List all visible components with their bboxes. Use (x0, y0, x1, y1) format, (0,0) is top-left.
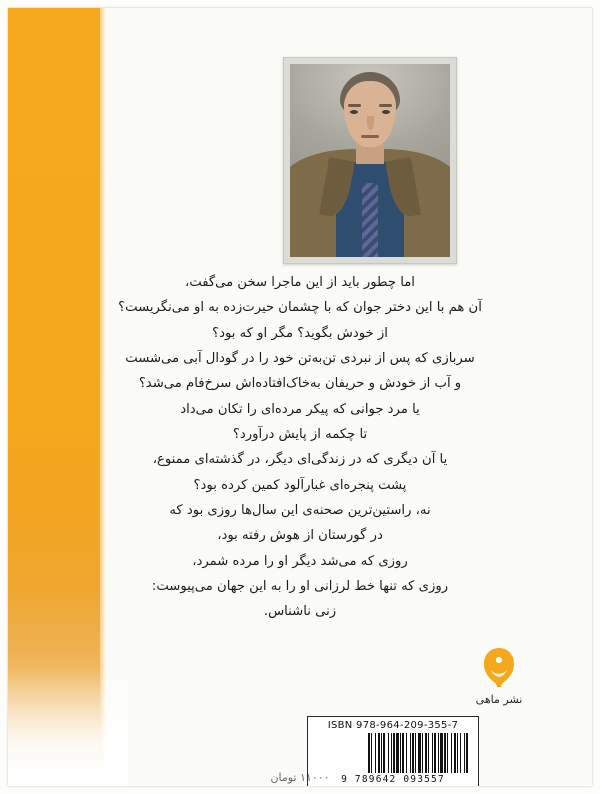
barcode-bar (457, 733, 458, 773)
barcode-bar (432, 733, 433, 773)
barcode-bar (367, 733, 368, 773)
publisher-mark (463, 646, 535, 706)
barcode-bar (421, 733, 422, 773)
barcode-bar (389, 733, 391, 773)
blurb-line: روزی که تنها خط لرزانی او را به این جهان می‌پیوست: (151, 579, 449, 595)
barcode-bar (433, 733, 434, 773)
price-line: ۱۱۰۰۰ تومان (270, 771, 330, 784)
blurb-line: پشت پنجره‌ای غبارآلود کمین کرده بود؟ (193, 477, 407, 493)
barcode-bar (464, 733, 465, 773)
blurb-line: تا چکمه از پایش درآورد؟ (232, 427, 368, 443)
barcode-bar (451, 733, 452, 773)
barcode-bar (425, 733, 427, 773)
barcode-bar (381, 733, 382, 773)
back-cover-blurb (116, 270, 484, 625)
barcode-bar (402, 733, 404, 773)
portrait-eye-left (350, 110, 358, 114)
barcode-bar (452, 733, 454, 773)
barcode-bar (448, 733, 451, 773)
cover-artwork (8, 8, 592, 786)
barcode-bar (382, 733, 383, 773)
barcode-bar (458, 733, 460, 773)
author-portrait-frame (283, 57, 457, 264)
publisher-name: نشر ماهی (475, 693, 523, 706)
barcode-bar (371, 733, 372, 773)
portrait-mouth (361, 135, 379, 138)
ean-digits: 9 789642 093557 (341, 774, 445, 785)
barcode-bar (414, 733, 415, 773)
barcode-bar (385, 733, 388, 773)
barcode-bar (406, 733, 407, 773)
barcode-bar (396, 733, 399, 773)
barcode-bar (439, 733, 440, 773)
barcode-bar (404, 733, 406, 773)
barcode-bar (429, 733, 432, 773)
barcode-bar (465, 733, 466, 773)
blurb-line: یا مرد جوانی که پیکر مرده‌ای را تکان می‌داد (180, 401, 420, 417)
barcode-bar (368, 733, 370, 773)
barcode-bar (399, 733, 400, 773)
barcode-bar (391, 733, 392, 773)
barcode-bar (376, 733, 378, 773)
barcode-bar (401, 733, 402, 773)
blurb-line: آن هم با این دختر جوان که با چشمان حیرت‌زده به او می‌نگریست؟ (118, 300, 482, 316)
portrait-nose (367, 116, 374, 130)
barcode-bar (375, 733, 376, 773)
barcode-bar (428, 733, 429, 773)
band-bottom-fade (8, 666, 128, 786)
portrait-eyebrow-right (379, 104, 392, 107)
barcode-bar (466, 733, 468, 773)
barcode-bar (444, 733, 446, 773)
barcode-bars (318, 733, 468, 773)
barcode-bar (370, 733, 371, 773)
barcode-bar (443, 733, 444, 773)
blurb-line: سربازی که پس از نبردی تن‌به‌تن خود را در گودال آبی می‌شست (125, 351, 475, 367)
barcode-bar (411, 733, 412, 773)
barcode-bar (380, 733, 381, 773)
barcode-bar (422, 733, 423, 773)
blurb-line: و آب از خودش و حریفان به‌خاک‌افتاده‌اش سرخ‌فام می‌شد؟ (138, 376, 462, 392)
blurb-line: در گورستان از هوش رفته بود، (217, 528, 383, 544)
barcode-bar (393, 733, 395, 773)
barcode-bar (407, 733, 410, 773)
barcode-bar (440, 733, 443, 773)
barcode-bar (447, 733, 448, 773)
barcode-bar (434, 733, 436, 773)
barcode-bar (461, 733, 464, 773)
author-portrait-image (290, 64, 450, 257)
barcode-bar (416, 733, 418, 773)
barcode-bar (454, 733, 456, 773)
barcode-bar (392, 733, 393, 773)
blurb-line: روزی که می‌شد دیگر او را مرده شمرد، (192, 553, 408, 569)
blurb-line: نه، راستین‌ترین صحنه‌ی این سال‌ها روزی بود که (169, 503, 431, 519)
barcode-bar (438, 733, 439, 773)
portrait-eye-right (382, 110, 390, 114)
blurb-line: یا آن دیگری که در زندگی‌ای دیگر، در گذشته‌ای ممنوع، (152, 452, 448, 468)
barcode-bar (456, 733, 457, 773)
portrait-eyebrow-left (348, 104, 361, 107)
barcode-bar (423, 733, 425, 773)
barcode-bar (378, 733, 380, 773)
barcode-bar (412, 733, 414, 773)
barcode-bar (372, 733, 375, 773)
blurb-line: اما چطور باید از این ماجرا سخن می‌گفت، (185, 275, 415, 290)
blurb-line: از خودش بگوید؟ مگر او که بود؟ (212, 325, 388, 341)
barcode-bar (415, 733, 416, 773)
barcode-bar (436, 733, 438, 773)
barcode-bar (418, 733, 421, 773)
barcode-bar (410, 733, 411, 773)
barcode-bar (400, 733, 401, 773)
barcode-bar (395, 733, 396, 773)
barcode-bar (383, 733, 385, 773)
barcode-bar (388, 733, 389, 773)
barcode-bar (427, 733, 428, 773)
portrait-necktie (362, 183, 378, 257)
blurb-line: زنی ناشناس. (263, 604, 337, 620)
barcode-bar (460, 733, 461, 773)
barcode-bar (446, 733, 447, 773)
fish-logo-icon (477, 646, 521, 690)
isbn-label: ISBN 978-964-209-355-7 (327, 720, 459, 731)
